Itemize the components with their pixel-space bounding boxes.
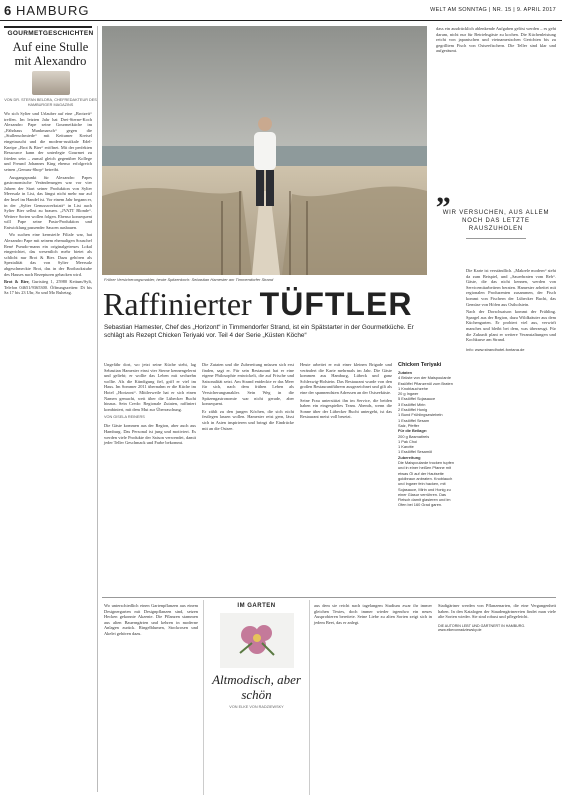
recipe-line: 1 Esslöffel Sesamöl [398, 449, 433, 455]
article-standfirst: Sebastian Hamester, Chef des „Horizont“ in Timmendorfer Strand, ist ein Spätstarter in der Gourmetküche. Er schlägt als Rezept Chicken Teriyaki vor. Teil 4 der Serie „Küsten Köche“ [104, 324, 414, 340]
section-title: HAMBURG [16, 3, 90, 18]
recipe-title: Chicken Teriyaki [398, 362, 442, 368]
quote-mark: „ [436, 176, 451, 209]
column-paragraph: Ausgangspunkt für Alexandro Papes gastronomische Veränderungen war vor vier Jahren der Start seiner Produktion von Sylter Meersalz in List, das längst nicht mehr nur auf der Insel im Handel ist. Vor einem Jahr begann er, in der „Sylter Genusswerkstatt“ in List auch Sylter Bier selbst zu brauen. „JVATT Blonde“. Weitere Sorten wollen folgen. Ebenso konsequent will Pape seine Pasta-Produktion und Entwicklung passender Saucen ausbauen. [4, 174, 92, 230]
hero-photo [102, 26, 427, 275]
photo-caption: Früher Versicherungsmakler, heute Spitzenkoch: Sebastian Hamester am Timmendorfer Strand [104, 277, 274, 282]
quote-rule [466, 238, 526, 239]
right-paragraph: Nach der Dorschsaison kommt der Frühling. Spargel aus der Region, dazu Wildkräuter aus dem Küchengarten. Er probiert viel aus, verwirft manches und bleibt bei dem, was überzeugt. Für die Zukunft plant er weitere Veranstaltungen und Kochkurse am Strand. [466, 309, 556, 343]
garden-paragraph: Wo unterschiedlich einen Gartenpflanzen aus einem Designergarten mit Designpflanzen sind, setzen Hecken gekonnte Akzente. Die Pflanzen stammen aus alten Bauerngärten und kehren in moderne Anlagen zurück. Ringelblumen, Stockrosen und Akelei gehören dazu. [104, 603, 198, 636]
headline-light: Raffinierter [103, 286, 252, 322]
recipe-line: Zutaten [398, 370, 413, 375]
recipe-line: 1 Esslöffel Sesam [398, 417, 430, 423]
right-column [436, 26, 556, 54]
recipe-line: Die Maispoularde trocken tupfen und in einer heißen Pfanne mit etwas Öl auf der Hautseite goldbraun anbraten. Knoblauch und Ingwer fein hacken, mit Sojasauce, Mirin und Honig zu einer Glasur verrühren. Das Fleisch damit glasieren und im Ofen bei 160 Grad garen. [398, 460, 455, 508]
article-column-2 [202, 362, 294, 431]
garden-paragraph: Stadtgärtner werden von Pflanzenarten, die eine Vergangenheit haben. In den Katalogen der Staudengärtnereien findet man viele alte Sorten wieder. Sie sind robust und pflegeleicht. [438, 603, 556, 620]
garden-tag: IM GARTEN [237, 603, 276, 609]
column-paragraph: Wo sich Sylter und Urlauber auf eine „Brotzeit“ treffen. Im letzten Jahr hat Drei-Sterne-Koch Alexandro Pape seine Gourmetküche im „Fährhaus Munkmarsch“ gegen die „Stullenschmiede“ mit Keitumer Kreisel eingetauscht und die modern-rustikale Edel-Kneipe „Brot & Bier“ eröffnet. Mit der perfekten Ressource kann der unterlegte Gourmet zu frieden sein – zumal gleich gegenüber Kollege und Freund Johannes King ebenso erfolgreich seinen „Genuss-Shop“ betreibt. [4, 111, 92, 172]
recipe-line: 3 Esslöffel Mirin [398, 401, 426, 407]
recipe-line: 4 Brüste von der Maispoularde [398, 375, 451, 381]
recipe-line: 20 g Ingwer [398, 391, 419, 397]
garden-byline: VON ELKE VON RADZIEWSKY [229, 705, 284, 709]
garden-right-column [438, 603, 556, 632]
garden-footer: DIE AUTORIN LEBT UND GÄRTNERT IN HAMBURG. www.elkevonradziewsky.de [438, 623, 526, 632]
article-paragraph: Die Zutaten und die Zubereitung müssen sich erst finden, sagt er. Für sein Restaurant hat er eine eigene Philosophie entwickelt, die auf Frische und Saisonalität setzt. Am Strand entdeckte er das Meer für sich, nach dem frühen Leben als Versicherungsmakler. Sein Weg in die Spitzengastronomie war nicht gerade, aber konsequent. [202, 362, 294, 407]
recipe-line: Salz, Pfeffer [398, 422, 420, 428]
pull-quote [436, 176, 556, 244]
column-paragraph: Wo suchen eine kernsteife Filiale war, hat Alexandro Pape mit seinem ehemaligen Souschef René Pseudo-mann ein originalgetreues Lokal eingerichtet, das wesentlich mehr bietet als schlicht nur Brot & Bier. Dazu gehören als Spezialität das von Sylter Meersalz abgeschmeckte Brot, das in der Brotbackstube des Hauses nach Rezepturen gebacken wird. [4, 232, 92, 277]
column-kicker: GOURMETGESCHICHTEN [7, 30, 94, 37]
garden-title: Altmodisch, aber schön [212, 672, 301, 702]
recipe-line: 1 Karotte [398, 444, 414, 450]
recipe-box [398, 362, 458, 508]
recipe-line: 1 Knoblauchzehe [398, 385, 429, 391]
column-rule [4, 26, 92, 28]
article-byline: VON GISELA REINERS [104, 415, 145, 420]
recipe-list [398, 370, 458, 508]
issue-line: WELT AM SONNTAG | NR. 15 | 9. APRIL 2017 [430, 7, 556, 13]
right-paragraph: Die Karte ist verständlich. „Makrele modern“ steht da zum Beispiel, und „Sauerbraten vom Reh“. Gäste, die das nicht kennen, werden von Servicemitarbeitern beraten. Hamester arbeitet mit regionalen Produzenten zusammen, der Fisch kommt von Fischern der Lübecker Bucht, das Gemüse von Höfen aus Ostholstein. [466, 268, 556, 307]
section-divider [102, 597, 556, 598]
column-byline: VON DR. STEFAN BELDRA, CHEFREDAKTEUR DES HAMBURGER MAGAZINS [4, 98, 97, 107]
flower-photo [220, 613, 294, 668]
article-column-1 [104, 362, 196, 446]
recipe-line: 1 Bund Frühlingszwiebeln [398, 412, 443, 418]
beach-photo-illustration [102, 26, 427, 275]
recipe-line: 200 g Basmatireis [398, 433, 430, 439]
article-headline [103, 286, 433, 323]
garden-feature [203, 600, 310, 795]
info-link: Info: www.strandhotel-fontana.de [466, 346, 525, 352]
right-paragraph: dass ein ausdrücklich ablenkende Aufgaben gelöst werden – es geht darum, nicht nur für Betriebsgäste zu kochen. Die Küchenleistung reicht von japanischen und vietnamesischen Gerichten bis zu gegrilltem Fisch von Ostseefischern. Die Teller sind klar und aufgeräumt. [436, 26, 556, 54]
gourmet-column [4, 26, 98, 792]
headline-bold: TÜFTLER [259, 286, 413, 322]
recipe-line: Für die Beilage: [398, 428, 428, 434]
article-paragraph: Seine Frau unterstützt ihn im Service, die beiden haben ein eingespieltes Team. Abends, wenn die Sonne über der Lübecker Bucht untergeht, ist das Restaurant meist voll besetzt. [300, 397, 392, 420]
page-number: 6 [4, 3, 12, 18]
article-paragraph: Heute arbeitet er mit einer kleinen Brigade und verändert die Karte mehrmals im Jahr. Die Gäste kommen aus Hamburg, Lübeck und ganz Schleswig-Holstein. Das Restaurant wurde von den großen Restaurantführern ausgezeichnet und gilt als eine der spannendsten Adressen an der Ostseeküste. [300, 362, 392, 395]
address-label: Brot & Bier, [4, 279, 30, 285]
recipe-line: 1 Pak Choi [398, 438, 418, 444]
author-portrait [32, 71, 70, 95]
quote-text: WIR VERSUCHEN, AUS ALLEM NOCH DAS LETZTE RAUSZUHOLEN [442, 210, 550, 232]
column-title: Auf eine Stulle mit Alexandro [12, 40, 89, 68]
garden-paragraph: aus dem sie reicht nach tagelangem Studium zwar ihr immer gleichen Textes, doch immer wieder irgendwo ein neues Ausprobieren bereitete. Seine Liebe zu alten Sorten zeigt sich in jedem Beet, das er anlegt. [314, 603, 432, 625]
garden-mid-column [314, 603, 432, 625]
page-header [0, 0, 562, 21]
article-paragraph: Ungefähr dort, wo jetzt seine Küche steht, lag Sebastian Hamester einst vier Sterne kennengelernt und geliebt; er wollte das Leben mit sechzehn wollte. Als die Kündigung fiel, griff er viel im Haus. Im Sommer 2011 übernahm er die Küche im Hotel „Horizont“. Mittlerweile hat er sich einen Namen gemacht, weit über die Lübecker Bucht hinaus. Sein Credo: Regionale Zutaten, raffiniert kombiniert, mit dem Mut zur Überraschung. [104, 362, 196, 412]
article-column-3 [300, 362, 392, 420]
recipe-line: 2 Esslöffel Honig [398, 407, 428, 413]
article-paragraph: Die Gäste kommen aus der Region, aber auch aus Hamburg. Das Personal ist jung und motiviert. Es werden viele Produkte der Saison verwendet, damit jeder Teller Geschmack und Farbe bekommt. [104, 423, 196, 446]
right-column-lower [466, 268, 556, 352]
recipe-line: Zubereitung [398, 454, 421, 460]
recipe-line: 5 Esslöffel Sojasauce [398, 396, 436, 402]
article-paragraph: Er zählt zu den jungen Köchen, die sich nicht festlegen lassen wollen. Hamester reist gern, lässt sich in Asien inspirieren und bringt die Eindrücke mit an die Ostsee. [202, 408, 294, 431]
recipe-line: Esslöffel Pflanzenöl zum Braten [398, 380, 453, 386]
garden-left-column [104, 603, 198, 637]
address-text: Gurtstieg 1, 25980 Keitum/Sylt, Telefon 04651/9365300. Öffnungszeiten: Di bis Sa 17 bis 23 Uhr, So und Mo Ruhetag. [4, 279, 92, 296]
